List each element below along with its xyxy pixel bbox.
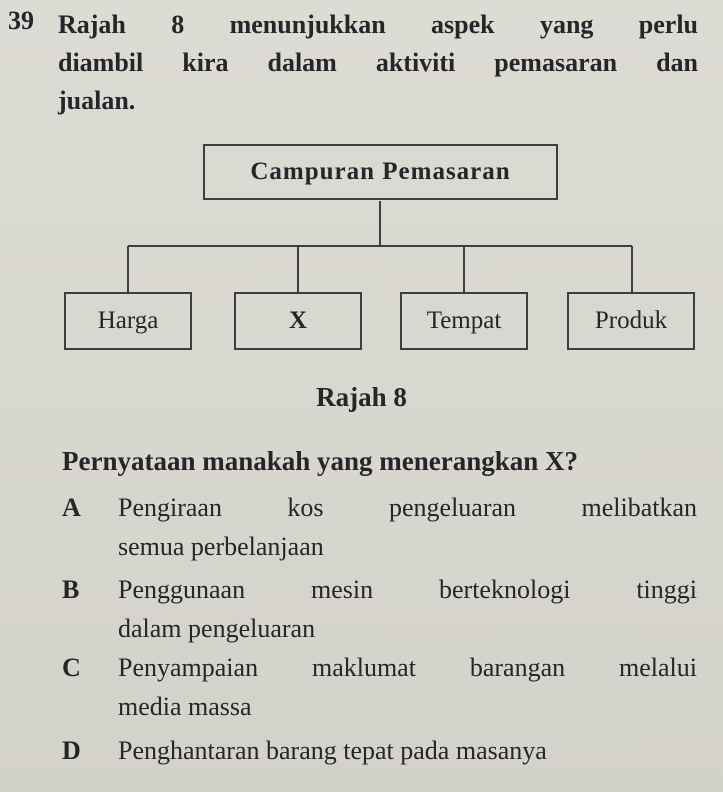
- diagram-box-tempat: Tempat: [400, 292, 528, 350]
- diagram-box-harga: Harga: [64, 292, 192, 350]
- option-text-line: media massa: [118, 692, 252, 721]
- option-text-line: Pengiraan kos pengeluaran melibatkan: [118, 493, 697, 522]
- option-text-line: semua perbelanjaan: [118, 532, 324, 561]
- diagram-root-box: Campuran Pemasaran: [203, 144, 558, 200]
- option-letter: C: [62, 653, 81, 682]
- option-letter: D: [62, 736, 81, 765]
- stem-line: Rajah 8 menunjukkan aspek yang perlu: [58, 10, 698, 39]
- diagram-box-produk: Produk: [567, 292, 695, 350]
- question-prompt: Pernyataan manakah yang menerangkan X?: [62, 446, 579, 476]
- stem-line: diambil kira dalam aktiviti pemasaran dan: [58, 48, 698, 77]
- diagram-box-x: X: [234, 292, 362, 350]
- diagram-caption: Rajah 8: [316, 382, 407, 412]
- stem-line: jualan.: [58, 86, 136, 115]
- option-text-line: Penggunaan mesin berteknologi tinggi: [118, 575, 697, 604]
- option-text-line: Penghantaran barang tepat pada masanya: [118, 736, 547, 765]
- option-text-line: dalam pengeluaran: [118, 614, 316, 643]
- option-letter: A: [62, 493, 81, 522]
- option-d[interactable]: [62, 731, 697, 770]
- question-stem: [58, 6, 698, 120]
- option-letter: B: [62, 575, 80, 604]
- option-b[interactable]: [62, 570, 697, 648]
- option-c[interactable]: [62, 648, 697, 726]
- option-a[interactable]: [62, 488, 697, 566]
- option-text-line: Penyampaian maklumat barangan melalui: [118, 653, 697, 682]
- question-number: 39: [8, 6, 34, 35]
